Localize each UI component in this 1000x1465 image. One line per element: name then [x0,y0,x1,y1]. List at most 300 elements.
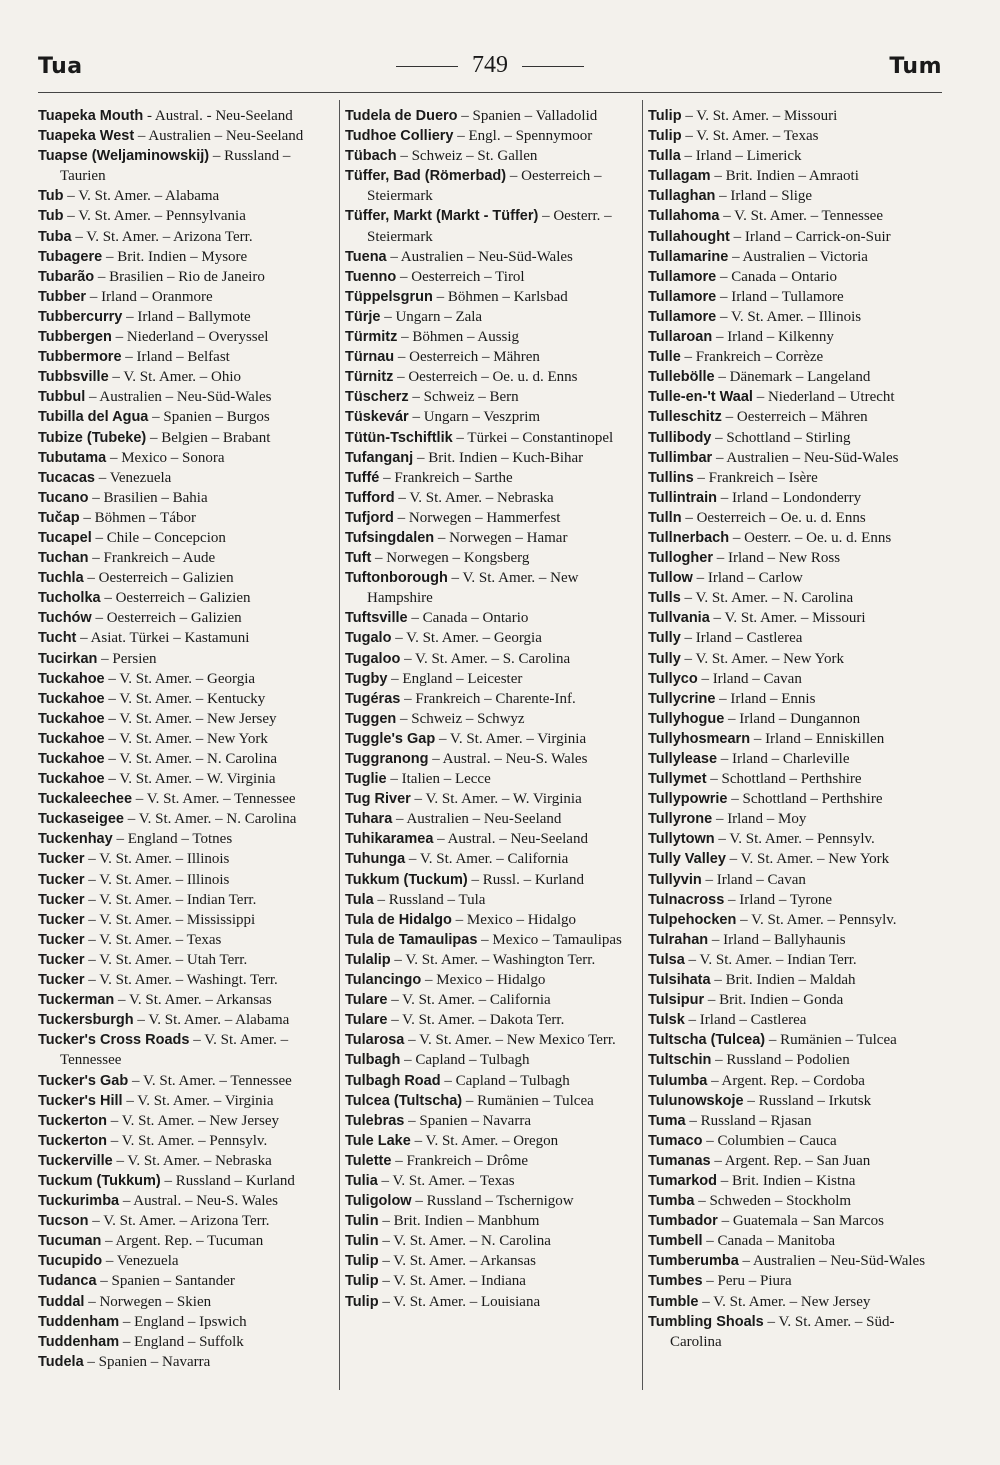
dictionary-entry [38,307,334,327]
dictionary-entry [345,126,637,146]
entry-headword: Tufsingdalen [345,529,435,546]
header-dash-right [522,66,584,67]
entry-location: – V. St. Amer. – New York [680,650,844,667]
entry-location: – Irland – Tyrone [724,891,833,908]
entry-location: – Russl. – Kurland [467,871,584,888]
entry-location: – Argent. Rep. – San Juan [710,1152,871,1169]
entry-location: – Böhmen – Karlsbad [432,288,568,305]
dictionary-entry [38,146,334,186]
entry-location: – V. St. Amer. – New Jersey [107,1112,279,1129]
entry-headword: Tucker [38,871,85,888]
dictionary-entry [648,950,944,970]
dictionary-entry [38,809,334,829]
entry-location: – Engl. – Spennymoor [453,128,593,145]
entry-location: – Niederland – Overyssel [111,329,269,346]
entry-location: – Capland – Tulbagh [440,1072,570,1089]
entry-location: – Oesterreich – Steiermark [367,168,602,205]
entry-location: – England – Totnes [112,831,233,848]
entry-headword: Tumble [648,1293,699,1310]
entry-location: – V. St. Amer. – Georgia [391,630,542,647]
entry-location: – Oesterreich – Galizien [100,590,251,607]
entry-headword: Tuckahoe [38,710,105,727]
dictionary-entry [345,1271,637,1291]
entry-location: – V. St. Amer. – Tennessee [128,1072,292,1089]
dictionary-entry [38,970,334,990]
dictionary-entry [38,1091,334,1111]
entry-headword: Tudhoe Colliery [345,128,454,145]
entry-headword: Tucker's Gab [38,1072,129,1089]
entry-headword: Tuddenham [38,1313,120,1330]
dictionary-entry [648,689,944,709]
entry-headword: Tullogher [648,550,713,567]
entry-headword: Tulancingo [345,972,422,989]
entry-headword: Tullamarine [648,248,729,265]
entry-location: – Oesterreich – Mähren [721,409,868,426]
entry-location: – Russland – Tschernigow [411,1193,574,1210]
entry-location: - Austral. - Neu-Seeland [143,108,293,124]
entry-headword: Tullebölle [648,369,715,386]
dictionary-entry [648,1050,944,1070]
dictionary-entry [648,1111,944,1131]
dictionary-entry [345,307,637,327]
entry-location: – Australien – Neu-Süd-Wales [85,389,272,406]
dictionary-entry [345,407,637,427]
entry-location: – Norwegen – Hammerfest [393,509,561,526]
entry-location: – Niederland – Utrecht [752,389,895,406]
dictionary-entry [648,669,944,689]
column-1 [38,106,334,1372]
dictionary-entry [648,829,944,849]
entry-location: – V. St. Amer. – Alabama [133,1012,290,1029]
dictionary-entry [38,568,334,588]
entry-location: – V. St. Amer. – Arizona Terr. [88,1213,270,1230]
dictionary-entry [648,1071,944,1091]
entry-headword: Tulle-en-'t Waal [648,389,753,406]
dictionary-entry [38,729,334,749]
entry-headword: Tulsihata [648,972,711,989]
entry-location: – Spanien – Navarra [404,1112,531,1129]
entry-headword: Tula de Hidalgo [345,911,452,928]
entry-headword: Tudela de Duero [345,108,458,124]
entry-headword: Tulebras [345,1112,405,1129]
entry-headword: Tuchla [38,570,84,587]
entry-location: – Irland – Londonderry [717,489,862,506]
entry-location: – V. St. Amer. – N. Carolina [680,590,854,607]
entry-headword: Tulalip [345,951,391,968]
dictionary-entry [345,930,637,950]
entry-headword: Tuckaleechee [38,791,133,808]
dictionary-entry [345,468,637,488]
dictionary-entry [38,407,334,427]
entry-location: – Brasilien – Bahia [88,489,208,506]
entry-location: – Schottland – Stirling [711,429,851,446]
entry-headword: Tucirkan [38,650,98,667]
entry-headword: Tulip [345,1273,379,1290]
column-divider-2 [642,100,643,1390]
entry-headword: Tuba [38,228,72,245]
entry-location: – V. St. Amer. – New Hampshire [367,570,579,607]
entry-location: – V. St. Amer. – S. Carolina [400,650,571,667]
dictionary-entry [345,870,637,890]
entry-location: – Rumänien – Tulcea [462,1092,594,1109]
entry-location: – Australien – Neu-Süd-Wales [738,1253,926,1270]
entry-location: – V. St. Amer. – Tennessee [60,1032,289,1069]
entry-headword: Tullamore [648,268,717,285]
dictionary-entry [648,1191,944,1211]
entry-headword: Tuckahoe [38,670,105,687]
entry-location: – Brasilien – Rio de Janeiro [94,268,265,285]
entry-location: – V. St. Amer. – Oregon [410,1132,559,1149]
entry-headword: Tuckahoe [38,771,105,788]
entry-location: – Oesterr. – Steiermark [367,208,612,245]
entry-location: – Italien – Lecce [386,771,491,788]
entry-location: – V. St. Amer. – N. Carolina [378,1233,551,1250]
entry-headword: Tub [38,188,64,205]
entry-headword: Tuchów [38,610,92,627]
dictionary-entry [38,206,334,226]
dictionary-entry [38,588,334,608]
entry-headword: Türnitz [345,369,394,386]
column-3 [648,106,944,1352]
entry-location: – Irland – Kilkenny [712,329,834,346]
entry-location: – Irland – Dungannon [724,710,861,727]
dictionary-entry [38,1312,334,1332]
entry-location: – Irland – Ennis [715,690,816,707]
entry-location: – Austral. – Neu-S. Wales [428,751,588,767]
column-2 [345,106,637,1312]
entry-headword: Tuenno [345,268,397,285]
entry-headword: Tub [38,208,64,225]
entry-headword: Tucuman [38,1233,102,1250]
entry-location: – Chile – Concepcion [91,529,226,546]
entry-headword: Tuapse (Weljaminowskij) [38,148,210,165]
entry-location: – V. St. Amer. – California [405,851,569,868]
header-rule [38,92,942,93]
entry-location: – Belgien – Brabant [146,429,271,446]
entry-headword: Türje [345,308,381,325]
entry-headword: Tulrahan [648,931,709,948]
entry-headword: Tulia [345,1172,378,1189]
entry-location: – Böhmen – Aussig [397,329,520,346]
dictionary-entry [345,267,637,287]
dictionary-entry [648,488,944,508]
entry-location: – Canada – Ontario [716,268,838,285]
dictionary-entry [345,508,637,528]
entry-location: – Irland – Belfast [121,349,230,366]
dictionary-entry [648,789,944,809]
dictionary-entry [345,809,637,829]
entry-headword: Tulbagh Road [345,1072,441,1089]
entry-headword: Tufjord [345,509,394,526]
entry-location: – Peru – Piura [702,1273,792,1290]
dictionary-entry [648,307,944,327]
entry-location: – Brit. Indien – Kistna [717,1172,856,1189]
entry-location: – V. St. Amer. – Süd-Carolina [670,1313,895,1350]
entry-headword: Tucano [38,489,89,506]
dictionary-entry [345,1292,637,1312]
dictionary-entry [345,428,637,448]
dictionary-entry [38,1292,334,1312]
dictionary-entry [38,227,334,247]
entry-headword: Tumbling Shoals [648,1313,764,1330]
dictionary-entry [345,890,637,910]
entry-location: – Irland – Castlerea [680,630,803,647]
entry-headword: Tullyhogue [648,710,725,727]
entry-headword: Tubutama [38,449,107,466]
dictionary-entry [648,910,944,930]
dictionary-entry [38,1231,334,1251]
dictionary-entry [648,769,944,789]
dictionary-entry [38,689,334,709]
entry-location: – V. St. Amer. – Arkansas [378,1253,536,1270]
dictionary-entry [345,146,637,166]
header-dash-left [396,66,458,67]
entry-location: – Frankreich – Isère [693,469,818,486]
entry-headword: Tumanas [648,1152,711,1169]
dictionary-entry [648,508,944,528]
dictionary-entry [38,247,334,267]
entry-headword: Tully [648,630,681,647]
entry-headword: Tulare [345,992,388,1009]
entry-headword: Tullytown [648,831,715,848]
dictionary-entry [345,689,637,709]
dictionary-entry [38,1010,334,1030]
dictionary-entry [345,106,637,126]
dictionary-entry [648,1091,944,1111]
entry-location: – Australien – Victoria [728,248,868,265]
entry-headword: Tullaghan [648,188,716,205]
entry-headword: Tuckerton [38,1132,108,1149]
entry-location: – V. St. Amer. – Washington Terr. [390,951,596,968]
entry-headword: Tullins [648,469,694,486]
dictionary-entry [38,1251,334,1271]
entry-headword: Tuggranong [345,751,429,767]
entry-headword: Tulsk [648,1012,685,1029]
entry-headword: Türnau [345,349,395,366]
dictionary-entry [38,186,334,206]
entry-location: – V. St. Amer. – Pennsylv. [736,911,897,928]
entry-headword: Tullagam [648,168,711,185]
entry-headword: Tugalo [345,630,392,647]
entry-headword: Tuftsville [345,610,408,627]
entry-headword: Tulcea (Tultscha) [345,1092,463,1109]
dictionary-entry [345,849,637,869]
dictionary-entry [648,468,944,488]
dictionary-entry [648,347,944,367]
entry-location: – Capland – Tulbagh [400,1052,530,1069]
dictionary-entry [38,1151,334,1171]
entry-headword: Tucker [38,891,85,908]
dictionary-entry [38,1352,334,1372]
entry-location: – Russland – Tula [373,891,486,908]
entry-location: – V. St. Amer. – N. Carolina [123,811,297,828]
entry-headword: Tully [648,650,681,667]
entry-location: – V. St. Amer. – Illinois [84,871,230,888]
dictionary-entry [38,1171,334,1191]
dictionary-entry [345,1131,637,1151]
dictionary-entry [38,1111,334,1131]
dictionary-entry [648,1271,944,1291]
dictionary-entry [648,930,944,950]
entry-location: – Irland – New Ross [712,550,841,567]
entry-headword: Tucker [38,911,85,928]
entry-location: – Ungarn – Zala [380,308,483,325]
entry-headword: Tukkum (Tuckum) [345,871,468,888]
entry-headword: Tulla [648,148,681,165]
dictionary-entry [38,287,334,307]
entry-headword: Tulin [345,1233,379,1250]
entry-headword: Tullimbar [648,449,713,466]
entry-location: – Irland – Carrick-on-Suir [729,228,891,245]
dictionary-entry [648,568,944,588]
entry-headword: Tulip [345,1253,379,1270]
entry-location: – Brit. Indien – Amraoti [710,168,859,185]
entry-headword: Tuckaseigee [38,811,124,828]
entry-location: – Spanien – Santander [96,1273,235,1290]
entry-headword: Tucker's Cross Roads [38,1032,190,1049]
entry-headword: Tullyco [648,670,698,687]
entry-headword: Tucholka [38,590,101,607]
entry-location: – V. St. Amer. – California [387,992,551,1009]
entry-location: – V. St. Amer. – Ohio [108,369,242,386]
entry-headword: Tulle [648,349,681,366]
entry-headword: Tumberumba [648,1253,739,1270]
dictionary-entry [345,1211,637,1231]
dictionary-entry [38,347,334,367]
entry-headword: Tuligolow [345,1193,412,1210]
entry-location: – Austral. – Neu-Seeland [433,831,588,848]
entry-headword: Tug River [345,791,411,808]
dictionary-entry [345,970,637,990]
entry-location: – Schweiz – Schwyz [396,710,525,727]
entry-headword: Tulnacross [648,891,725,908]
dictionary-entry [345,608,637,628]
dictionary-entry [648,870,944,890]
entry-headword: Tullycrine [648,690,716,707]
entry-location: – Oesterreich – Galizien [91,610,242,627]
entry-headword: Tullyhosmearn [648,730,751,747]
entry-location: – Dänemark – Langeland [714,369,871,386]
entry-headword: Tuglie [345,771,387,788]
entry-location: – Irland – Cavan [697,670,802,687]
dictionary-entry [345,950,637,970]
entry-location: – Asiat. Türkei – Kastamuni [76,630,250,647]
entry-location: – V. St. Amer. – Indian Terr. [684,951,857,968]
entry-headword: Tufford [345,489,395,506]
dictionary-entry [38,1030,334,1070]
dictionary-entry [38,428,334,448]
entry-location: – Persien [97,650,157,667]
dictionary-entry [345,247,637,267]
dictionary-entry [38,1211,334,1231]
dictionary-entry [38,448,334,468]
entry-headword: Tucupido [38,1253,103,1270]
dictionary-entry [648,528,944,548]
entry-location: – Oesterreich – Galizien [83,570,234,587]
dictionary-entry [648,608,944,628]
entry-headword: Tumbador [648,1213,718,1230]
dictionary-entry [648,267,944,287]
entry-location: – V. St. Amer. – Utah Terr. [84,951,248,968]
entry-location: – Frankreich – Corrèze [680,349,824,366]
dictionary-entry [648,849,944,869]
entry-headword: Tumba [648,1193,695,1210]
dictionary-entry [648,649,944,669]
entry-location: – V. St. Amer. – Arizona Terr. [71,228,253,245]
entry-location: – V. St. Amer. – Washingt. Terr. [84,972,278,989]
dictionary-entry [648,367,944,387]
entry-headword: Tübach [345,148,397,165]
entry-headword: Tubber [38,288,87,305]
entry-location: – Türkei – Constantinopel [452,429,614,446]
entry-location: – V. St. Amer. – Arkansas [114,992,272,1009]
dictionary-entry [648,448,944,468]
dictionary-entry [38,649,334,669]
dictionary-entry [38,488,334,508]
dictionary-entry [648,709,944,729]
dictionary-entry [345,669,637,689]
entry-headword: Tüffer, Markt (Markt - Tüffer) [345,208,539,225]
entry-headword: Tuckerman [38,992,115,1009]
dictionary-entry [38,890,334,910]
dictionary-entry [648,146,944,166]
entry-location: – V. St. Amer. – Texas [377,1172,515,1189]
entry-headword: Tüppelsgrun [345,288,433,305]
dictionary-entry [345,488,637,508]
entry-location: – Argent. Rep. – Tucuman [101,1233,264,1250]
entry-location: – Schottland – Perthshire [706,771,862,788]
dictionary-entry [38,910,334,930]
dictionary-entry [345,1151,637,1171]
entry-headword: Tubilla del Agua [38,409,149,426]
entry-location: – Oesterreich – Mähren [394,349,540,366]
entry-location: – V. St. Amer. – Louisiana [378,1293,541,1310]
entry-headword: Tuddenham [38,1333,120,1350]
dictionary-entry [38,628,334,648]
dictionary-entry [345,789,637,809]
entry-headword: Tubarão [38,268,95,285]
entry-location: – Mexico – Hidalgo [451,911,577,928]
entry-location: – V. St. Amer. – Missouri [681,108,838,124]
entry-location: – Russland – Irkutsk [743,1092,872,1109]
entry-headword: Tumbes [648,1273,703,1290]
dictionary-entry [345,1091,637,1111]
entry-headword: Tuckum (Tukkum) [38,1172,161,1189]
dictionary-entry [648,166,944,186]
dictionary-entry [38,267,334,287]
dictionary-entry [38,1271,334,1291]
entry-location: – V. St. Amer. – Virginia [435,730,587,747]
entry-location: – Mexico – Hidalgo [421,972,546,989]
entry-headword: Tuckersburgh [38,1012,134,1029]
dictionary-entry [345,568,637,608]
entry-location: – V. St. Amer. – Nebraska [394,489,554,506]
entry-headword: Tullyvin [648,871,702,888]
page-number: 749 [472,52,508,78]
entry-headword: Tuckahoe [38,690,105,707]
entry-headword: Tuapeka West [38,128,135,145]
entry-location: – V. St. Amer. – Illinois [716,308,862,325]
dictionary-entry [648,287,944,307]
entry-location: – V. St. Amer. – Missouri [709,610,866,627]
entry-headword: Tultschin [648,1052,712,1069]
entry-location: – Schweden – Stockholm [694,1193,852,1210]
entry-location: – Frankreich – Drôme [391,1152,529,1169]
entry-headword: Tula [345,891,374,908]
dictionary-entry [648,227,944,247]
entry-headword: Tulls [648,590,681,607]
entry-headword: Tüscherz [345,389,409,406]
